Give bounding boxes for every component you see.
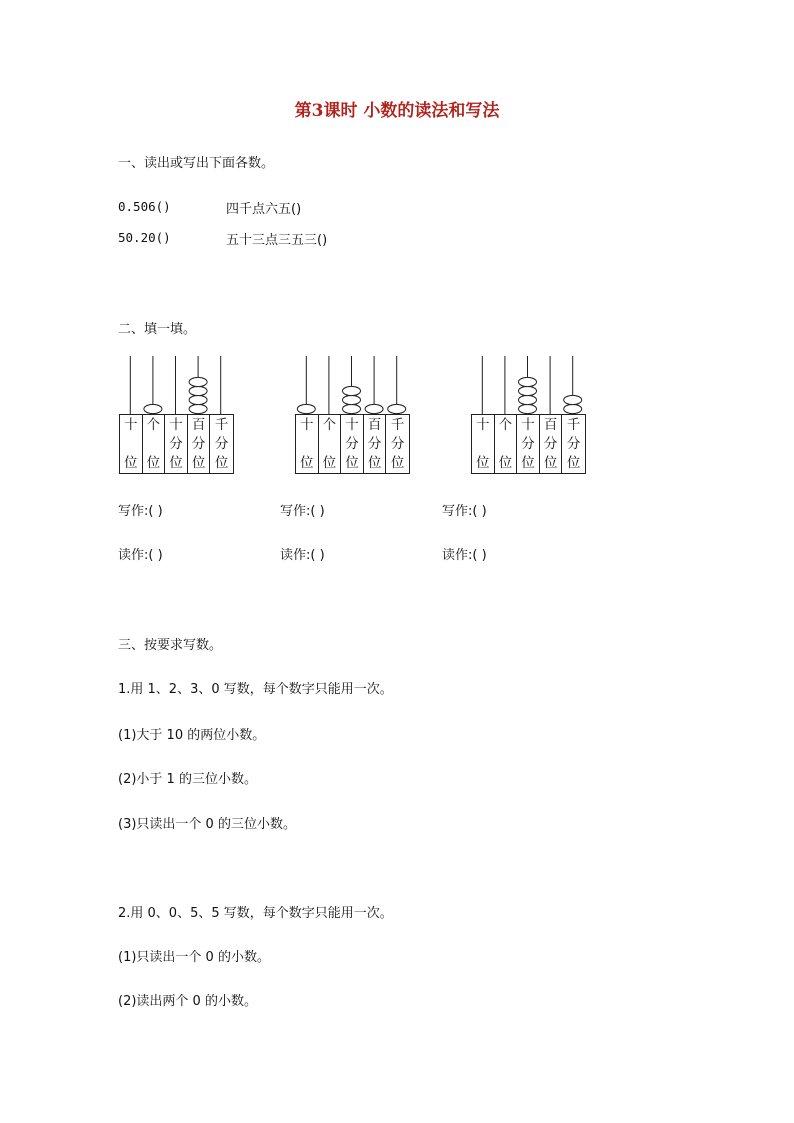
abacus-bead (343, 395, 361, 404)
place-ten: 十 位 (472, 415, 495, 473)
question-1-part-2: (2)小于 1 的三位小数。 (118, 772, 257, 787)
abacus-3 (471, 352, 591, 478)
question-1: 1.用 1、2、3、0 写数，每个数字只能用一次。 (118, 682, 393, 697)
read-answer-1: 读作:( ) (118, 548, 163, 563)
abacus-bead (189, 395, 207, 404)
place-hundredth: 百 分 位 (540, 415, 563, 473)
place-tenth: 十 分 位 (517, 415, 540, 473)
section-3-heading: 三、按要求写数。 (118, 638, 223, 653)
abacus-bead (189, 404, 207, 413)
abacus-bead (343, 386, 361, 395)
place-ten: 十 位 (120, 415, 143, 473)
section-1-heading: 一、读出或写出下面各数。 (118, 156, 275, 171)
abacus-bead (564, 404, 582, 413)
abacus-rods (471, 352, 586, 414)
place-thousandth: 千 分 位 (390, 417, 405, 471)
read-answer-2: 读作:( ) (280, 548, 325, 563)
abacus-bead (388, 404, 406, 413)
place-one: 个 位 (495, 415, 518, 473)
abacus-bead (189, 386, 207, 395)
place-thousandth: 千 分 位 (566, 417, 581, 471)
write-answer-3: 写作:( ) (442, 504, 487, 519)
abacus-bead (564, 395, 582, 404)
write-answer-2: 写作:( ) (280, 504, 325, 519)
abacus-bead (519, 386, 537, 395)
read-answer-3: 读作:( ) (442, 548, 487, 563)
abacus-bead (343, 404, 361, 413)
abacus-rods (119, 352, 234, 414)
question-1-part-1: (1)大于 10 的两位小数。 (118, 728, 266, 743)
item-4: 五十三点三五三() (226, 233, 328, 248)
item-3: 50.20() (118, 230, 171, 245)
abacus-bead (365, 404, 383, 413)
place-thousandth: 千 分 位 (214, 417, 229, 471)
abacus-rods (295, 352, 410, 414)
abacus-2 (295, 352, 415, 478)
abacus-bead (519, 377, 537, 386)
place-hundredth: 百 分 位 (188, 415, 211, 473)
place-tenth: 十 分 位 (165, 415, 188, 473)
page-title: 第3课时 小数的读法和写法 (294, 101, 500, 121)
section-2-heading: 二、填一填。 (118, 322, 197, 337)
item-2: 四千点六五() (226, 202, 302, 217)
abacus-bead (144, 404, 162, 413)
place-one: 个 位 (319, 415, 342, 473)
abacus-bead (519, 395, 537, 404)
question-1-part-3: (3)只读出一个 0 的三位小数。 (118, 817, 296, 832)
place-ten: 十 位 (296, 415, 319, 473)
question-2-part-1: (1)只读出一个 0 的小数。 (118, 950, 270, 965)
item-1: 0.506() (118, 199, 171, 214)
write-answer-1: 写作:( ) (118, 504, 163, 519)
question-2: 2.用 0、0、5、5 写数，每个数字只能用一次。 (118, 906, 393, 921)
abacus-bead (519, 404, 537, 413)
abacus-bead (189, 377, 207, 386)
place-tenth: 十 分 位 (341, 415, 364, 473)
question-2-part-2: (2)读出两个 0 的小数。 (118, 994, 257, 1009)
abacus-1 (119, 352, 239, 478)
abacus-bead (297, 404, 315, 413)
place-one: 个 位 (143, 415, 166, 473)
place-hundredth: 百 分 位 (364, 415, 387, 473)
